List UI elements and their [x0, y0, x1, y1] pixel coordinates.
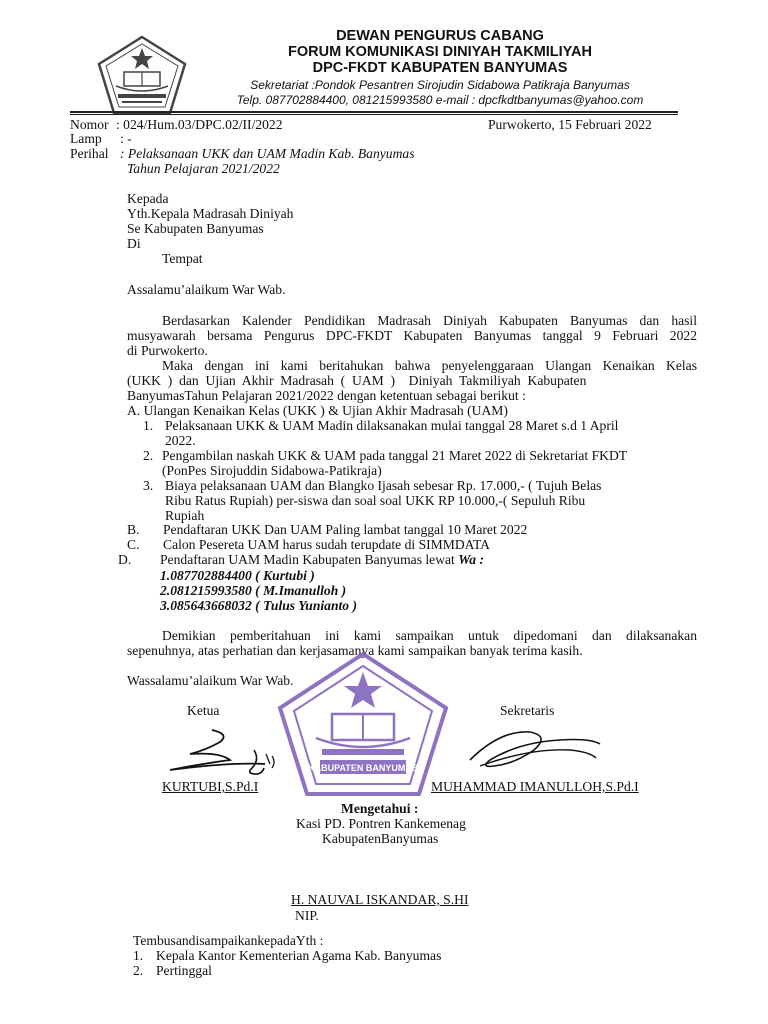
- item-c-label: C.: [127, 537, 140, 552]
- item-a1-line-1: Pelaksanaan UKK & UAM Madin dilaksanakan mulai tanggal 28 Maret s.d 1 April: [165, 418, 619, 433]
- item-a2-number: 2.: [143, 448, 154, 463]
- nomor-value: : 024/Hum.03/DPC.02/II/2022: [116, 117, 283, 132]
- organization-logo: [94, 34, 190, 116]
- perihal-value: : Pelaksanaan UKK dan UAM Madin Kab. Banyumas: [120, 146, 415, 161]
- item-a1-number: 1.: [143, 418, 154, 433]
- item-a1-line-2: 2022.: [165, 433, 196, 448]
- wassalam: Wassalamu’alaikum War Wab.: [127, 673, 294, 688]
- place-date: Purwokerto, 15 Februari 2022: [488, 117, 652, 132]
- perihal-label: Perihal: [70, 146, 109, 161]
- item-a3-line-3: Rupiah: [165, 508, 205, 523]
- kasi-line-2: KabupatenBanyumas: [322, 831, 439, 846]
- item-d-label: D.: [118, 552, 132, 567]
- kasi-name: H. NAUVAL ISKANDAR, S.HI: [291, 892, 469, 907]
- letterhead-line-2: FORUM KOMUNIKASI DINIYAH TAKMILIYAH: [288, 44, 592, 60]
- item-c-text: Calon Pesereta UAM harus sudah terupdate di SIMMDATA: [163, 537, 490, 552]
- kasi-nip: NIP.: [295, 908, 319, 923]
- body-p2-line-1: Maka dengan ini kami beritahukan bahwa penyelenggaraan Ulangan Kenaikan Kelas: [162, 358, 697, 373]
- closing-line-2: sepenuhnya, atas perhatian dan kerjasamanya kami sampaikan banyak terima kasih.: [127, 643, 583, 658]
- cc-item-2: Pertinggal: [156, 963, 212, 978]
- perihal-value-year: Tahun Pelajaran 2021/2022: [127, 161, 280, 176]
- recipient-line-4: Tempat: [162, 251, 203, 266]
- body-p1-line-2: musyawarah bersama Pengurus DPC-FKDT Kabupaten Banyumas tanggal 9 Februari 2022: [127, 328, 697, 343]
- header-rule-thin: [70, 114, 678, 115]
- item-a2-line-2: (PonPes Sirojuddin Sidabowa-Patikraja): [162, 463, 382, 478]
- official-stamp: [272, 648, 454, 800]
- wa-contact-1: 1.087702884400 ( Kurtubi ): [160, 568, 315, 583]
- item-a2-line-1: Pengambilan naskah UKK & UAM pada tanggal 21 Maret 2022 di Sekretariat FKDT: [162, 448, 628, 463]
- ketua-signature: [150, 720, 280, 782]
- body-p2-line-3: BanyumasTahun Pelajaran 2021/2022 dengan ketentuan sebagai berikut :: [127, 388, 526, 403]
- stamp-text: KABUPATEN BANYUMAS: [308, 763, 418, 773]
- sekretaris-signature: [460, 720, 610, 778]
- header-rule: [70, 111, 678, 113]
- item-d-text-main: Pendaftaran UAM Madin Kabupaten Banyumas lewat: [160, 552, 459, 567]
- cc-item-1-number: 1.: [133, 948, 144, 963]
- recipient-kepada: Kepada: [127, 191, 169, 206]
- cc-item-2-number: 2.: [133, 963, 144, 978]
- item-a: A. Ulangan Kenaikan Kelas (UKK ) & Ujian Akhir Madrasah (UAM): [127, 403, 508, 418]
- letterhead-contact: Telp. 087702884400, 081215993580 e-mail : dpcfkdtbanyumas@yahoo.com: [236, 93, 644, 107]
- recipient-line-1: Yth.Kepala Madrasah Diniyah: [127, 206, 294, 221]
- item-a3-line-1: Biaya pelaksanaan UAM dan Blangko Ijasah sebesar Rp. 17.000,- ( Tujuh Belas: [165, 478, 602, 493]
- recipient-line-2: Se Kabupaten Banyumas: [127, 221, 264, 236]
- body-p1-line-1: Berdasarkan Kalender Pendidikan Madrasah Diniyah Kabupaten Banyumas dan hasil: [162, 313, 697, 328]
- lamp-value: : -: [120, 131, 132, 146]
- sekretaris-name: MUHAMMAD IMANULLOH,S.Pd.I: [431, 779, 639, 794]
- recipient-line-3: Di: [127, 236, 141, 251]
- salutation: Assalamu’alaikum War Wab.: [127, 282, 286, 297]
- item-a3-number: 3.: [143, 478, 154, 493]
- letterhead-line-1: DEWAN PENGURUS CABANG: [336, 28, 544, 44]
- wa-contact-3: 3.085643668032 ( Tulus Yunianto ): [160, 598, 358, 613]
- cc-title: TembusandisampaikankepadaYth :: [133, 933, 324, 948]
- ketua-title: Ketua: [187, 703, 220, 718]
- mengetahui: Mengetahui :: [341, 801, 419, 816]
- body-p1-line-3: di Purwokerto.: [127, 343, 208, 358]
- ketua-name: KURTUBI,S.Pd.I: [162, 779, 259, 794]
- lamp-label: Lamp: [70, 131, 102, 146]
- item-d-text: [160, 552, 484, 567]
- sekretaris-title: Sekretaris: [500, 703, 555, 718]
- item-d-wa: Wa :: [458, 552, 485, 567]
- body-p2-line-2: (UKK ) dan Ujian Akhir Madrasah ( UAM ) Diniyah Takmiliyah Kabupaten: [127, 373, 587, 388]
- letterhead-line-3: DPC-FKDT KABUPATEN BANYUMAS: [312, 60, 568, 76]
- letterhead-address: Sekretariat :Pondok Pesantren Sirojudin Sidabowa Patikraja Banyumas: [250, 78, 630, 92]
- nomor-label: Nomor: [70, 117, 109, 132]
- wa-contact-2: 2.081215993580 ( M.Imanulloh ): [160, 583, 347, 598]
- closing-line-1: Demikian pemberitahuan ini kami sampaikan untuk dipedomani dan dilaksanakan: [162, 628, 697, 643]
- cc-item-1: Kepala Kantor Kementerian Agama Kab. Banyumas: [156, 948, 442, 963]
- kasi-line-1: Kasi PD. Pontren Kankemenag: [296, 816, 466, 831]
- item-b-label: B.: [127, 522, 140, 537]
- item-a3-line-2: Ribu Ratus Rupiah) per-siswa dan soal soal UKK RP 10.000,-( Sepuluh Ribu: [165, 493, 586, 508]
- item-b-text: Pendaftaran UKK Dan UAM Paling lambat tanggal 10 Maret 2022: [163, 522, 528, 537]
